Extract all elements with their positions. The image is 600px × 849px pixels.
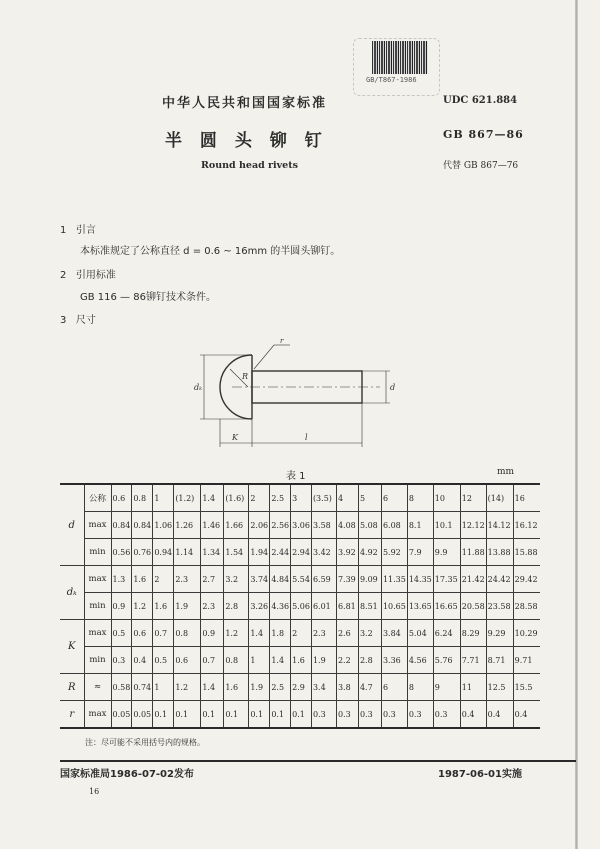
table-cell: 9.71: [513, 647, 540, 674]
table-cell: 0.6: [132, 620, 153, 647]
table-cell: 1.6: [153, 593, 174, 620]
table-cell: 0.5: [111, 620, 132, 647]
table-cell: 3.2: [224, 566, 249, 593]
standard-number: GB 867—86: [443, 128, 524, 141]
page-number: 16: [89, 787, 100, 796]
table-cell: 1.9: [174, 593, 201, 620]
table-cell: 1.8: [270, 620, 291, 647]
table-cell: 16.12: [513, 512, 540, 539]
table-cell: 3.74: [249, 566, 270, 593]
drawing-label-d: d: [390, 383, 396, 392]
table-cell: 6.81: [336, 593, 358, 620]
issue-date: 国家标准局1986-07-02发布: [60, 769, 194, 780]
table-cell: 1.34: [201, 539, 224, 566]
table-cell: 1.3: [111, 566, 132, 593]
table-cell: 3.36: [381, 647, 407, 674]
table-cell: 1.6: [132, 566, 153, 593]
section-number: 2: [60, 270, 67, 281]
table-cell: 1.4: [270, 647, 291, 674]
table-cell: 0.7: [201, 647, 224, 674]
section-1-body: 本标准规定了公称直径 d = 0.6 ~ 16mm 的半圆头铆钉。: [80, 246, 341, 257]
row-sub-label: min: [84, 647, 111, 674]
table-cell: 6.59: [311, 566, 336, 593]
table-cell: 1.9: [249, 674, 270, 701]
section-3-heading: [60, 311, 96, 326]
table-cell: 2.5: [270, 674, 291, 701]
table-cell: 1.6: [224, 674, 249, 701]
table-row: [60, 539, 540, 566]
table-caption: 表 1: [286, 471, 306, 482]
table-row: [60, 593, 540, 620]
row-sub-label: min: [84, 593, 111, 620]
table-cell: 2.9: [291, 674, 312, 701]
row-sub-label: max: [84, 566, 111, 593]
row-group-label: r: [60, 701, 84, 729]
table-cell: 5.08: [358, 512, 381, 539]
page-title: 半 圆 头 铆 钉: [165, 131, 328, 151]
table-cell: (1.2): [174, 484, 201, 512]
table-cell: 16: [513, 484, 540, 512]
table-cell: 3.4: [311, 674, 336, 701]
table-cell: 0.8: [224, 647, 249, 674]
table-cell: 2.06: [249, 512, 270, 539]
table-cell: 3.84: [381, 620, 407, 647]
table-cell: 0.84: [111, 512, 132, 539]
table-cell: 0.76: [132, 539, 153, 566]
table-cell: 4.7: [358, 674, 381, 701]
table-cell: 6: [381, 484, 407, 512]
table-unit: mm: [497, 467, 515, 477]
table-cell: 3.58: [311, 512, 336, 539]
row-group-label: R: [60, 674, 84, 701]
table-cell: 2: [249, 484, 270, 512]
table-cell: 1: [153, 674, 174, 701]
table-cell: 8.1: [407, 512, 433, 539]
table-cell: 5: [358, 484, 381, 512]
table-cell: 1.2: [224, 620, 249, 647]
table-cell: 0.9: [201, 620, 224, 647]
table-cell: 1.2: [174, 674, 201, 701]
table-cell: 1.14: [174, 539, 201, 566]
table-row: [60, 512, 540, 539]
table-cell: 0.3: [336, 701, 358, 729]
table-cell: 7.71: [460, 647, 486, 674]
row-sub-label: ≈: [84, 674, 111, 701]
table-cell: 0.05: [132, 701, 153, 729]
table-cell: 1.4: [249, 620, 270, 647]
table-cell: 0.94: [153, 539, 174, 566]
drawing-label-R: R: [242, 372, 249, 381]
drawing-label-dk: dₖ: [194, 383, 203, 392]
table-cell: 0.1: [224, 701, 249, 729]
table-cell: 8.71: [486, 647, 513, 674]
table-cell: 0.4: [486, 701, 513, 729]
table-cell: 15.5: [513, 674, 540, 701]
table-cell: 23.58: [486, 593, 513, 620]
table-cell: (1.6): [224, 484, 249, 512]
section-number: 3: [60, 315, 67, 326]
table-cell: 0.1: [270, 701, 291, 729]
table-cell: 1.4: [201, 674, 224, 701]
section-title: 引用标准: [75, 270, 116, 281]
section-2-heading: [60, 266, 116, 281]
table-row: [60, 674, 540, 701]
table-cell: 0.84: [132, 512, 153, 539]
table-cell: 1.2: [132, 593, 153, 620]
table-cell: 1.66: [224, 512, 249, 539]
table-cell: 11.88: [460, 539, 486, 566]
row-sub-label: min: [84, 539, 111, 566]
table-cell: 0.4: [513, 701, 540, 729]
table-cell: 8.29: [460, 620, 486, 647]
table-cell: 13.65: [407, 593, 433, 620]
table-cell: 0.4: [460, 701, 486, 729]
section-title: 尺寸: [75, 315, 96, 326]
drawing-label-K: K: [232, 433, 238, 442]
table-cell: 3.2: [358, 620, 381, 647]
table-cell: 11: [460, 674, 486, 701]
table-cell: 2.94: [291, 539, 312, 566]
table-cell: 0.8: [132, 484, 153, 512]
table-cell: 5.76: [433, 647, 460, 674]
table-cell: 0.3: [311, 701, 336, 729]
row-group-label: dₖ: [60, 566, 84, 620]
table-cell: 3.42: [311, 539, 336, 566]
row-group-label: d: [60, 484, 84, 566]
table-cell: 16.65: [433, 593, 460, 620]
section-1-heading: [60, 221, 96, 236]
table-cell: 0.3: [111, 647, 132, 674]
table-cell: 7.39: [336, 566, 358, 593]
country-standard-heading: 中华人民共和国国家标准: [162, 96, 328, 111]
table-cell: 0.7: [153, 620, 174, 647]
table-cell: 0.1: [174, 701, 201, 729]
table-cell: 1.94: [249, 539, 270, 566]
table-cell: 3.06: [291, 512, 312, 539]
table-cell: 0.8: [174, 620, 201, 647]
table-cell: 10.29: [513, 620, 540, 647]
table-cell: 0.5: [153, 647, 174, 674]
table-cell: 1: [153, 484, 174, 512]
table-cell: 4: [336, 484, 358, 512]
drawing-label-r: r: [280, 337, 284, 345]
table-cell: 0.6: [111, 484, 132, 512]
section-2-body: GB 116 — 86铆钉技术条件。: [80, 292, 216, 303]
drawing-label-l: l: [305, 433, 308, 442]
table-cell: 1.9: [311, 647, 336, 674]
row-sub-label: max: [84, 512, 111, 539]
table-cell: 1.54: [224, 539, 249, 566]
table-cell: 0.3: [433, 701, 460, 729]
table-cell: 9.09: [358, 566, 381, 593]
dimensions-table: [60, 483, 540, 729]
table-cell: 1.4: [201, 484, 224, 512]
table-cell: 9: [433, 674, 460, 701]
table-cell: 0.6: [174, 647, 201, 674]
barcode-icon: [372, 41, 428, 74]
row-sub-label: max: [84, 620, 111, 647]
replaces-standard: 代替 GB 867—76: [443, 161, 519, 171]
table-cell: 2.6: [336, 620, 358, 647]
table-cell: 2.7: [201, 566, 224, 593]
table-cell: 13.88: [486, 539, 513, 566]
table-cell: 11.35: [381, 566, 407, 593]
english-title: Round head rivets: [201, 160, 298, 171]
table-cell: 2.8: [224, 593, 249, 620]
table-cell: 2.3: [201, 593, 224, 620]
table-cell: 15.88: [513, 539, 540, 566]
udc-code: UDC 621.884: [443, 95, 518, 106]
table-cell: 3.92: [336, 539, 358, 566]
table-cell: 3.26: [249, 593, 270, 620]
table-cell: 2.3: [311, 620, 336, 647]
table-cell: 28.58: [513, 593, 540, 620]
table-cell: 2: [153, 566, 174, 593]
table-cell: 2.2: [336, 647, 358, 674]
table-cell: 10.65: [381, 593, 407, 620]
table-cell: 5.54: [291, 566, 312, 593]
table-cell: 3.8: [336, 674, 358, 701]
table-cell: 0.1: [249, 701, 270, 729]
table-cell: 5.06: [291, 593, 312, 620]
table-cell: 4.92: [358, 539, 381, 566]
table-cell: 1: [249, 647, 270, 674]
table-cell: (3.5): [311, 484, 336, 512]
table-cell: 6.01: [311, 593, 336, 620]
footer-rule: [60, 760, 576, 762]
table-cell: 12: [460, 484, 486, 512]
table-cell: 10: [433, 484, 460, 512]
table-cell: 24.42: [486, 566, 513, 593]
table-cell: 14.35: [407, 566, 433, 593]
table-cell: 6: [381, 674, 407, 701]
table-cell: 29.42: [513, 566, 540, 593]
table-cell: 4.56: [407, 647, 433, 674]
table-cell: 8: [407, 484, 433, 512]
table-cell: 21.42: [460, 566, 486, 593]
table-cell: 1.46: [201, 512, 224, 539]
table-cell: 0.3: [358, 701, 381, 729]
table-cell: 2: [291, 620, 312, 647]
table-cell: 6.24: [433, 620, 460, 647]
table-cell: 10.1: [433, 512, 460, 539]
table-cell: 0.58: [111, 674, 132, 701]
row-sub-label: 公称: [84, 484, 111, 512]
table-cell: 14.12: [486, 512, 513, 539]
table-cell: 5.04: [407, 620, 433, 647]
table-cell: 0.9: [111, 593, 132, 620]
table-cell: 0.3: [407, 701, 433, 729]
table-cell: 4.36: [270, 593, 291, 620]
table-cell: 4.08: [336, 512, 358, 539]
table-cell: 12.5: [486, 674, 513, 701]
table-cell: 0.1: [153, 701, 174, 729]
table-cell: 2.56: [270, 512, 291, 539]
table-cell: 2.8: [358, 647, 381, 674]
table-cell: 0.05: [111, 701, 132, 729]
barcode-text: GB/T867-1986: [366, 76, 417, 84]
table-cell: 2.44: [270, 539, 291, 566]
row-group-label: K: [60, 620, 84, 674]
table-cell: 17.35: [433, 566, 460, 593]
table-cell: 0.1: [291, 701, 312, 729]
section-title: 引言: [75, 225, 96, 236]
table-cell: 8: [407, 674, 433, 701]
table-cell: 8.51: [358, 593, 381, 620]
table-row: [60, 566, 540, 593]
table-note: 注：尽可能不采用括号内的规格。: [85, 738, 205, 747]
table-cell: 20.58: [460, 593, 486, 620]
table-cell: 9.29: [486, 620, 513, 647]
table-cell: 0.4: [132, 647, 153, 674]
section-number: 1: [60, 225, 67, 236]
effective-date: 1987-06-01实施: [438, 769, 522, 780]
table-cell: 0.74: [132, 674, 153, 701]
table-row: [60, 620, 540, 647]
table-cell: 4.84: [270, 566, 291, 593]
table-row: [60, 484, 540, 512]
table-cell: 2.3: [174, 566, 201, 593]
table-cell: 1.26: [174, 512, 201, 539]
table-cell: 7.9: [407, 539, 433, 566]
scan-edge-band: [575, 0, 578, 849]
table-cell: 5.92: [381, 539, 407, 566]
row-sub-label: max: [84, 701, 111, 729]
barcode-label: [353, 38, 440, 96]
table-row: [60, 647, 540, 674]
table-cell: (14): [486, 484, 513, 512]
table-cell: 0.56: [111, 539, 132, 566]
table-cell: 0.3: [381, 701, 407, 729]
table-cell: 0.1: [201, 701, 224, 729]
table-cell: 9.9: [433, 539, 460, 566]
table-cell: 1.06: [153, 512, 174, 539]
table-cell: 1.6: [291, 647, 312, 674]
table-cell: 2.5: [270, 484, 291, 512]
table-row: [60, 701, 540, 729]
table-cell: 3: [291, 484, 312, 512]
rivet-drawing: [190, 335, 410, 455]
table-cell: 12.12: [460, 512, 486, 539]
table-cell: 6.08: [381, 512, 407, 539]
